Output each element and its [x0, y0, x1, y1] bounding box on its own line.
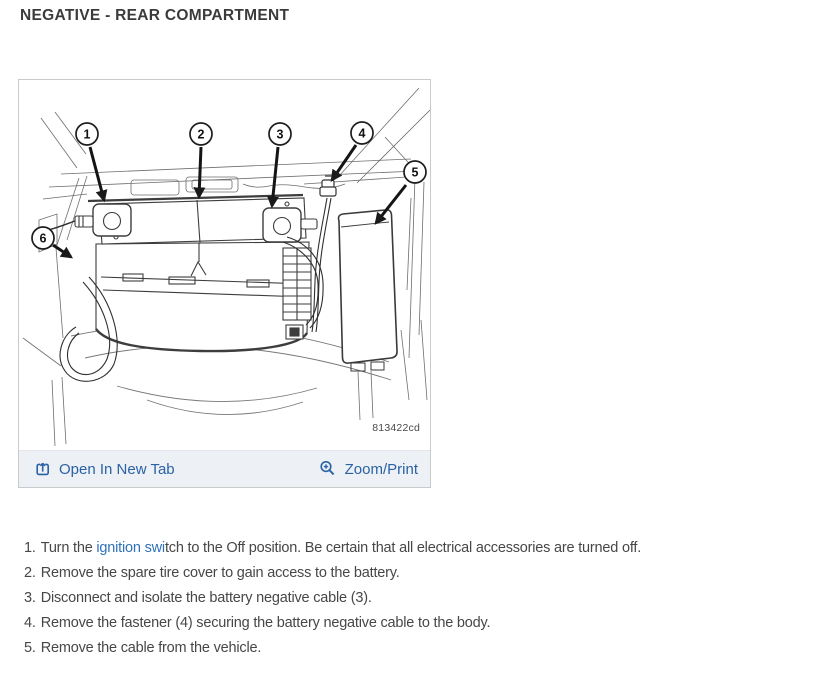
procedure-steps — [24, 536, 641, 661]
figure-reference-code: 813422cd — [372, 422, 420, 434]
step-item-5 — [24, 636, 641, 661]
step-item-3 — [24, 586, 641, 611]
open-in-new-tab-link[interactable] — [35, 461, 175, 478]
callout-5 — [404, 161, 426, 183]
open-in-new-tab-icon — [35, 461, 51, 477]
callout-2 — [190, 123, 212, 145]
callout-1 — [76, 123, 98, 145]
trim-cover-panel — [339, 210, 398, 371]
figure-image — [19, 80, 430, 450]
battery — [75, 195, 317, 351]
step-text: Turn the ignition switch to the Off position. Be certain that all electrical accessories are turned off. — [40, 540, 642, 556]
callout-4 — [351, 122, 373, 144]
step-text: Disconnect and isolate the battery negative cable (3). — [40, 590, 372, 606]
step-number: 2. — [24, 565, 36, 581]
callout-6 — [32, 227, 54, 249]
zoom-magnifier-icon — [319, 460, 337, 478]
svg-text:1: 1 — [83, 127, 91, 142]
step-item-1 — [24, 536, 641, 561]
step-text: Remove the spare tire cover to gain access to the battery. — [40, 565, 400, 581]
callout-3 — [269, 123, 291, 145]
step-item-2 — [24, 561, 641, 586]
svg-text:2: 2 — [197, 127, 205, 142]
ignition-switch-link[interactable]: ignition swi — [96, 540, 165, 556]
svg-text:3: 3 — [276, 127, 284, 142]
open-in-new-tab-label: Open In New Tab — [59, 460, 175, 478]
step-number: 4. — [24, 615, 36, 631]
svg-text:5: 5 — [411, 165, 419, 180]
step-number: 5. — [24, 640, 36, 656]
battery-diagram — [19, 80, 430, 450]
step-number: 3. — [24, 590, 36, 606]
zoom-print-label: Zoom/Print — [344, 460, 418, 478]
step-text: Remove the fastener (4) securing the battery negative cable to the body. — [40, 615, 491, 631]
figure-toolbar — [19, 450, 430, 487]
page-title: NEGATIVE - REAR COMPARTMENT — [20, 7, 290, 24]
step-text: Remove the cable from the vehicle. — [40, 640, 262, 656]
svg-text:4: 4 — [358, 126, 366, 141]
svg-text:6: 6 — [39, 231, 47, 246]
zoom-print-link[interactable] — [319, 460, 418, 478]
step-item-4 — [24, 611, 641, 636]
figure-panel — [18, 79, 431, 488]
step-number: 1. — [24, 540, 36, 556]
